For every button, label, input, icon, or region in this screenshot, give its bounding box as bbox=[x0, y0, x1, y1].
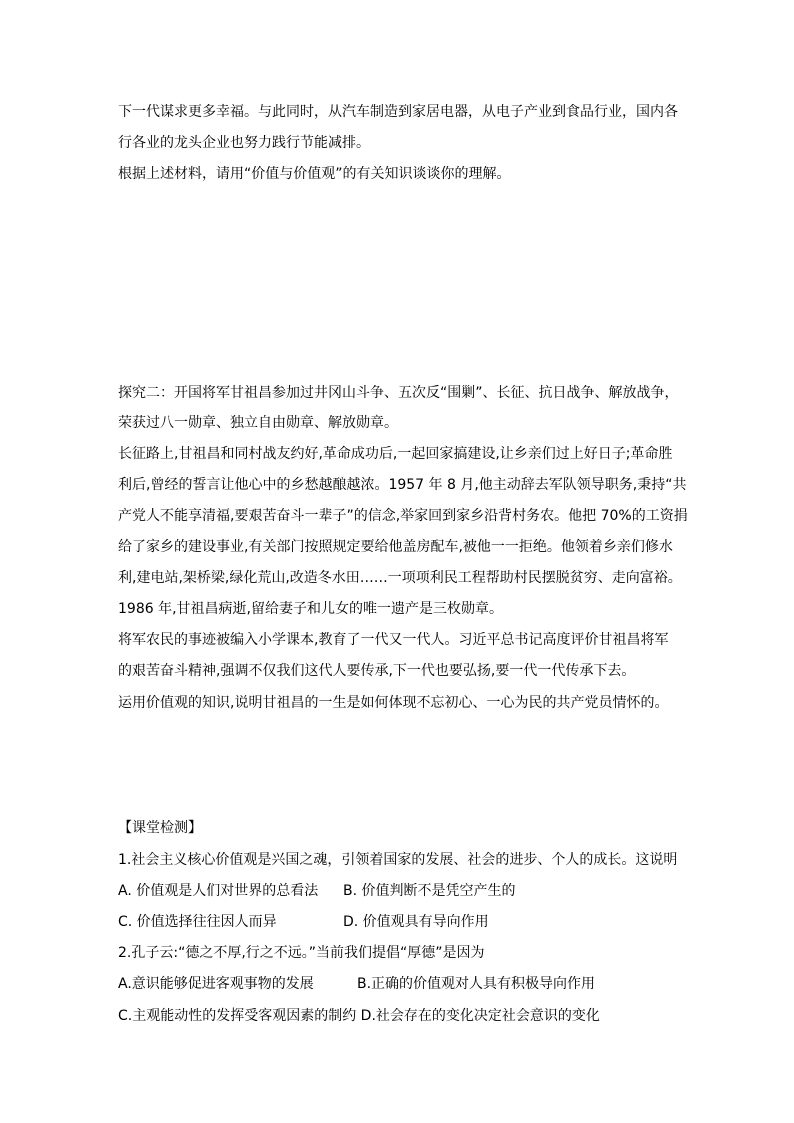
question-2-option-a: A.意识能够促进客观事物的发展 bbox=[118, 976, 314, 992]
paragraph-line: 荣获过八一勋章、独立自由勋章、解放勋章。 bbox=[118, 415, 398, 431]
paragraph-line: 产党人不能享清福,要艰苦奋斗一辈子”的信念,举家回到家乡沿背村务农。他把 70%的工资捐 bbox=[118, 508, 688, 524]
quiz-heading: 【课堂检测】 bbox=[118, 820, 202, 836]
question-1-stem: 1.社会主义核心价值观是兴国之魂，引领着国家的发展、社会的进步、个人的成长。这说明 bbox=[118, 852, 678, 868]
paragraph-line: 给了家乡的建设事业,有关部门按照规定要给他盖房配车,被他一一拒绝。他领着乡亲们修水 bbox=[118, 539, 673, 555]
question-prompt: 运用价值观的知识,说明甘祖昌的一生是如何体现不忘初心、一心为民的共产党员情怀的。 bbox=[118, 695, 669, 711]
paragraph-line: 将军农民的事迹被编入小学课本,教育了一代又一代人。习近平总书记高度评价甘祖昌将军 bbox=[118, 632, 669, 648]
paragraph-line: 1986 年,甘祖昌病逝,留给妻子和儿女的唯一遗产是三枚勋章。 bbox=[118, 601, 503, 617]
paragraph-line: 的艰苦奋斗精神,强调不仅我们这代人要传承,下一代也要弘扬,要一代一代传承下去。 bbox=[118, 663, 636, 679]
paragraph-line: 利,建电站,架桥梁,绿化荒山,改造冬水田……一项项利民工程帮助村民摆脱贫穷、走向富裕。 bbox=[118, 570, 682, 586]
question-2-option-b: B.正确的价值观对人具有积极导向作用 bbox=[357, 976, 596, 992]
question-1-option-c: C. 价值选择往往因人而异 bbox=[118, 914, 277, 930]
question-prompt: 根据上述材料，请用“价值与价值观”的有关知识谈谈你的理解。 bbox=[118, 166, 511, 182]
question-1-option-b: B. 价值判断不是凭空产生的 bbox=[343, 883, 516, 899]
question-2-stem: 2.孔子云:“德之不厚,行之不远。”当前我们提倡“厚德”是因为 bbox=[118, 945, 485, 961]
paragraph-line: 行各业的龙头企业也努力践行节能减排。 bbox=[118, 135, 370, 151]
question-2-options-c-d: C.主观能动性的发挥受客观因素的制约 D.社会存在的变化决定社会意识的变化 bbox=[118, 1008, 600, 1024]
question-1-option-d: D. 价值观具有导向作用 bbox=[343, 914, 489, 930]
paragraph-line: 长征路上,甘祖昌和同村战友约好,革命成功后,一起回家搞建设,让乡亲们过上好日子;革命胜 bbox=[118, 446, 673, 462]
question-1-option-a: A. 价值观是人们对世界的总看法 bbox=[118, 883, 319, 899]
paragraph-line: 利后,曾经的誓言让他心中的乡愁越酿越浓。1957 年 8 月,他主动辞去军队领导职务,秉持“共 bbox=[118, 477, 687, 493]
paragraph-line: 下一代谋求更多幸福。与此同时，从汽车制造到家居电器，从电子产业到食品行业，国内各 bbox=[118, 104, 678, 120]
section-title-line: 探究二：开国将军甘祖昌参加过井冈山斗争、五次反“围剿”、长征、抗日战争、解放战争， bbox=[118, 385, 679, 401]
